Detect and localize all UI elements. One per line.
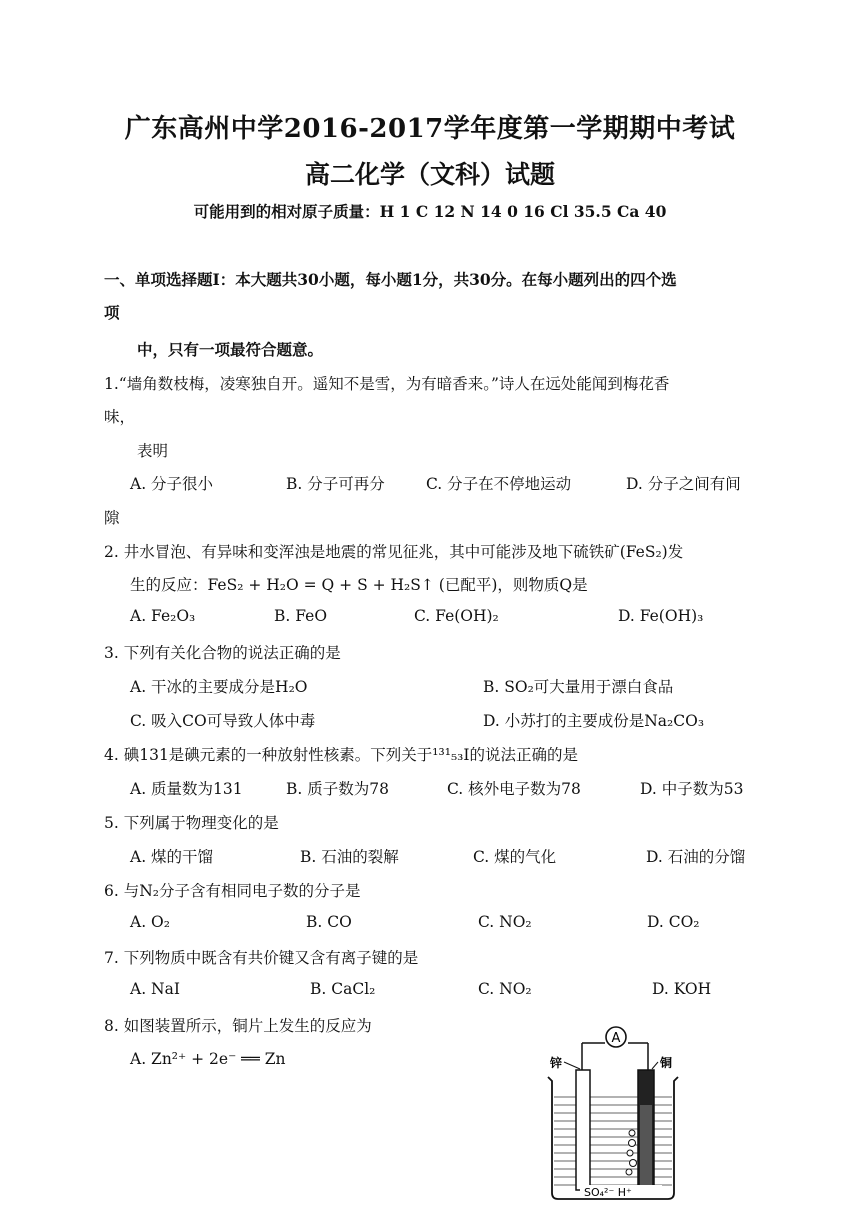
question-2-option-a: A. Fe₂O₃ bbox=[130, 607, 196, 625]
question-4-stem: 4. 碘131是碘元素的一种放射性核素。下列关于¹³¹₅₃I的说法正确的是 bbox=[104, 746, 578, 764]
question-4-option-b: B. 质子数为78 bbox=[286, 780, 389, 798]
copper-electrode-shade bbox=[640, 1105, 652, 1185]
question-6-option-d: D. CO₂ bbox=[647, 913, 700, 931]
question-1-stem-line1: 1.“墙角数枝梅，凌寒独自开。遥知不是雪，为有暗香来。”诗人在远处能闻到梅花香 bbox=[104, 375, 670, 393]
question-1-option-b: B. 分子可再分 bbox=[286, 475, 385, 493]
question-7-stem: 7. 下列物质中既含有共价键又含有离子键的是 bbox=[104, 949, 419, 967]
question-7-option-a: A. NaI bbox=[130, 980, 180, 998]
question-1-option-c: C. 分子在不停地运动 bbox=[426, 475, 572, 493]
question-1-option-d-wrap: 隙 bbox=[104, 509, 120, 527]
question-3-stem: 3. 下列有关化合物的说法正确的是 bbox=[104, 644, 341, 662]
question-1-stem-line2: 味， bbox=[104, 408, 136, 426]
question-8-stem: 8. 如图装置所示，铜片上发生的反应为 bbox=[104, 1017, 372, 1035]
question-5-stem: 5. 下列属于物理变化的是 bbox=[104, 814, 279, 832]
galvanic-cell-diagram bbox=[540, 1015, 680, 1205]
ion-label: SO₄²⁻ H⁺ bbox=[584, 1186, 632, 1199]
zinc-electrode bbox=[576, 1070, 590, 1190]
question-5-option-b: B. 石油的裂解 bbox=[300, 848, 399, 866]
question-4-option-a: A. 质量数为131 bbox=[130, 780, 243, 798]
question-5-option-d: D. 石油的分馏 bbox=[646, 848, 746, 866]
atomic-mass-line: 可能用到的相对原子质量：H 1 C 12 N 14 0 16 Cl 35.5 Ca 40 bbox=[193, 202, 667, 221]
zinc-label: 锌 bbox=[550, 1056, 563, 1070]
question-6-option-a: A. O₂ bbox=[130, 913, 170, 931]
question-2-option-d: D. Fe(OH)₃ bbox=[618, 607, 704, 625]
question-6-stem: 6. 与N₂分子含有相同电子数的分子是 bbox=[104, 882, 361, 900]
section-instructions-line3: 中，只有一项最符合题意。 bbox=[137, 340, 324, 359]
question-5-option-a: A. 煤的干馏 bbox=[130, 848, 214, 866]
question-6-option-b: B. CO bbox=[306, 913, 352, 931]
question-2-option-c: C. Fe(OH)₂ bbox=[414, 607, 499, 625]
question-2-stem-line1: 2. 井水冒泡、有异味和变浑浊是地震的常见征兆，其中可能涉及地下硫铁矿(FeS₂)发 bbox=[104, 543, 684, 561]
question-7-option-c: C. NO₂ bbox=[478, 980, 532, 998]
question-8-option-a: A. Zn²⁺ + 2e⁻ ══ Zn bbox=[130, 1050, 286, 1068]
question-4-option-d: D. 中子数为53 bbox=[640, 780, 744, 798]
question-1-option-d: D. 分子之间有间 bbox=[626, 475, 741, 493]
section-instructions-line1: 一、单项选择题Ⅰ：本大题共30小题，每小题1分，共30分。在每小题列出的四个选 bbox=[104, 270, 677, 289]
question-2-stem-line2: 生的反应：FeS₂ + H₂O = Q + S + H₂S↑ (已配平)，则物质Q是 bbox=[130, 576, 588, 594]
question-3-option-d: D. 小苏打的主要成份是Na₂CO₃ bbox=[483, 712, 705, 730]
question-4-option-c: C. 核外电子数为78 bbox=[447, 780, 581, 798]
exam-title: 广东高州中学2016-2017学年度第一学期期中考试 bbox=[124, 114, 736, 144]
question-3-option-a: A. 干冰的主要成分是H₂O bbox=[130, 678, 308, 696]
section-instructions-line2: 项 bbox=[104, 303, 120, 322]
question-1-stem-line3: 表明 bbox=[137, 442, 169, 460]
question-7-option-b: B. CaCl₂ bbox=[310, 980, 376, 998]
question-5-option-c: C. 煤的气化 bbox=[473, 848, 557, 866]
question-1-option-a: A. 分子很小 bbox=[130, 475, 214, 493]
copper-pointer bbox=[652, 1062, 658, 1069]
question-3-option-c: C. 吸入CO可导致人体中毒 bbox=[130, 712, 316, 730]
beaker-outline bbox=[548, 1077, 678, 1199]
question-3-option-b: B. SO₂可大量用于漂白食品 bbox=[483, 678, 674, 696]
exam-subtitle: 高二化学（文科）试题 bbox=[304, 160, 555, 189]
zinc-pointer bbox=[564, 1062, 580, 1069]
question-2-option-b: B. FeO bbox=[274, 607, 328, 625]
question-6-option-c: C. NO₂ bbox=[478, 913, 532, 931]
ammeter-label: A bbox=[611, 1031, 621, 1046]
question-7-option-d: D. KOH bbox=[652, 980, 712, 998]
copper-label: 铜 bbox=[660, 1056, 673, 1070]
